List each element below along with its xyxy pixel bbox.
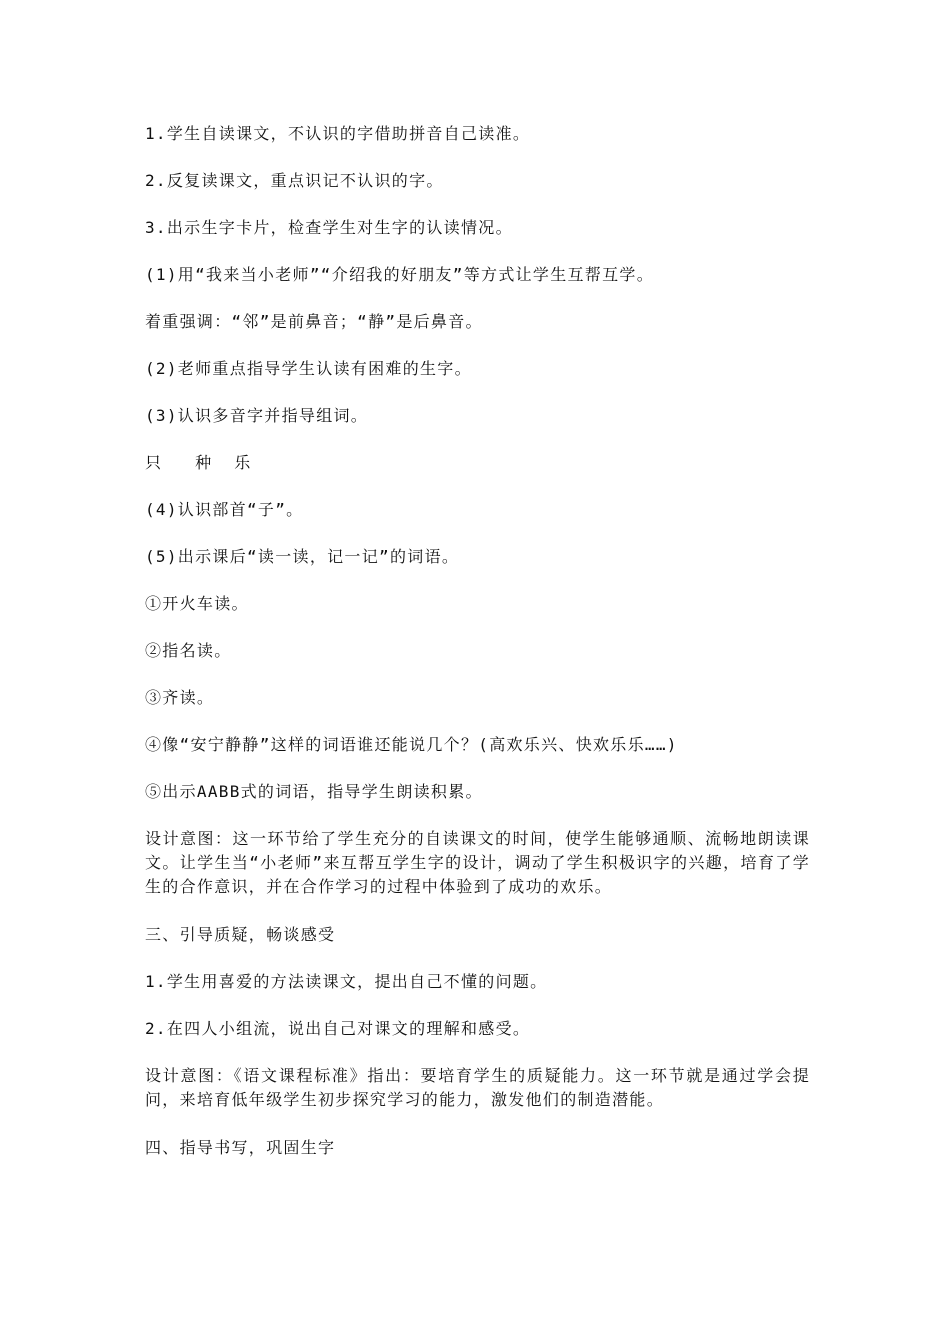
- list-item-2: ②指名读。: [145, 641, 232, 660]
- paragraph-7: (3)认识多音字并指导组词。: [145, 406, 369, 425]
- paragraph-4: (1)用“我来当小老师”“介绍我的好朋友”等方式让学生互帮互学。: [145, 265, 655, 284]
- list-item-4: ④像“安宁静静”这样的词语谁还能说几个？(高欢乐兴、快欢乐乐……): [145, 735, 678, 754]
- paragraph-2: 2.反复读课文，重点识记不认识的字。: [145, 171, 444, 190]
- list-item-5: ⑤出示AABB式的词语，指导学生朗读积累。: [145, 782, 483, 801]
- paragraph-5: 着重强调：“邻”是前鼻音；“静”是后鼻音。: [145, 312, 483, 331]
- paragraph-6: (2)老师重点指导学生认读有困难的生字。: [145, 359, 472, 378]
- paragraph-1: 1.学生自读课文，不认识的字借助拼音自己读准。: [145, 124, 531, 143]
- list-item-3: ③齐读。: [145, 688, 215, 707]
- section-heading-3: 三、引导质疑，畅谈感受: [145, 925, 336, 944]
- design-intent-2: 设计意图：《语文课程标准》指出：要培育学生的质疑能力。这一环节就是通过学会提问，来培育低年级学生初步探究学习的能力，激发他们的制造潜能。: [145, 1066, 810, 1109]
- design-intent-1: 设计意图：这一环节给了学生充分的自读课文的时间，使学生能够通顺、流畅地朗读课文。让学生当“小老师”来互帮互学生字的设计，调动了学生积极识字的兴趣，培育了学生的合作意识，并在合作学习的过程中体验到了成功的欢乐。: [145, 829, 810, 896]
- polyphonic-characters: 只 种 乐: [145, 453, 252, 472]
- paragraph-3: 3.出示生字卡片，检查学生对生字的认读情况。: [145, 218, 513, 237]
- document-body: [145, 122, 810, 1183]
- paragraph-10: (5)出示课后“读一读，记一记”的词语。: [145, 547, 460, 566]
- paragraph-19: 2.在四人小组流，说出自己对课文的理解和感受。: [145, 1019, 531, 1038]
- paragraph-9: (4)认识部首“子”。: [145, 500, 304, 519]
- section-heading-4: 四、指导书写，巩固生字: [145, 1138, 336, 1157]
- list-item-1: ①开火车读。: [145, 594, 249, 613]
- paragraph-18: 1.学生用喜爱的方法读课文，提出自己不懂的问题。: [145, 972, 548, 991]
